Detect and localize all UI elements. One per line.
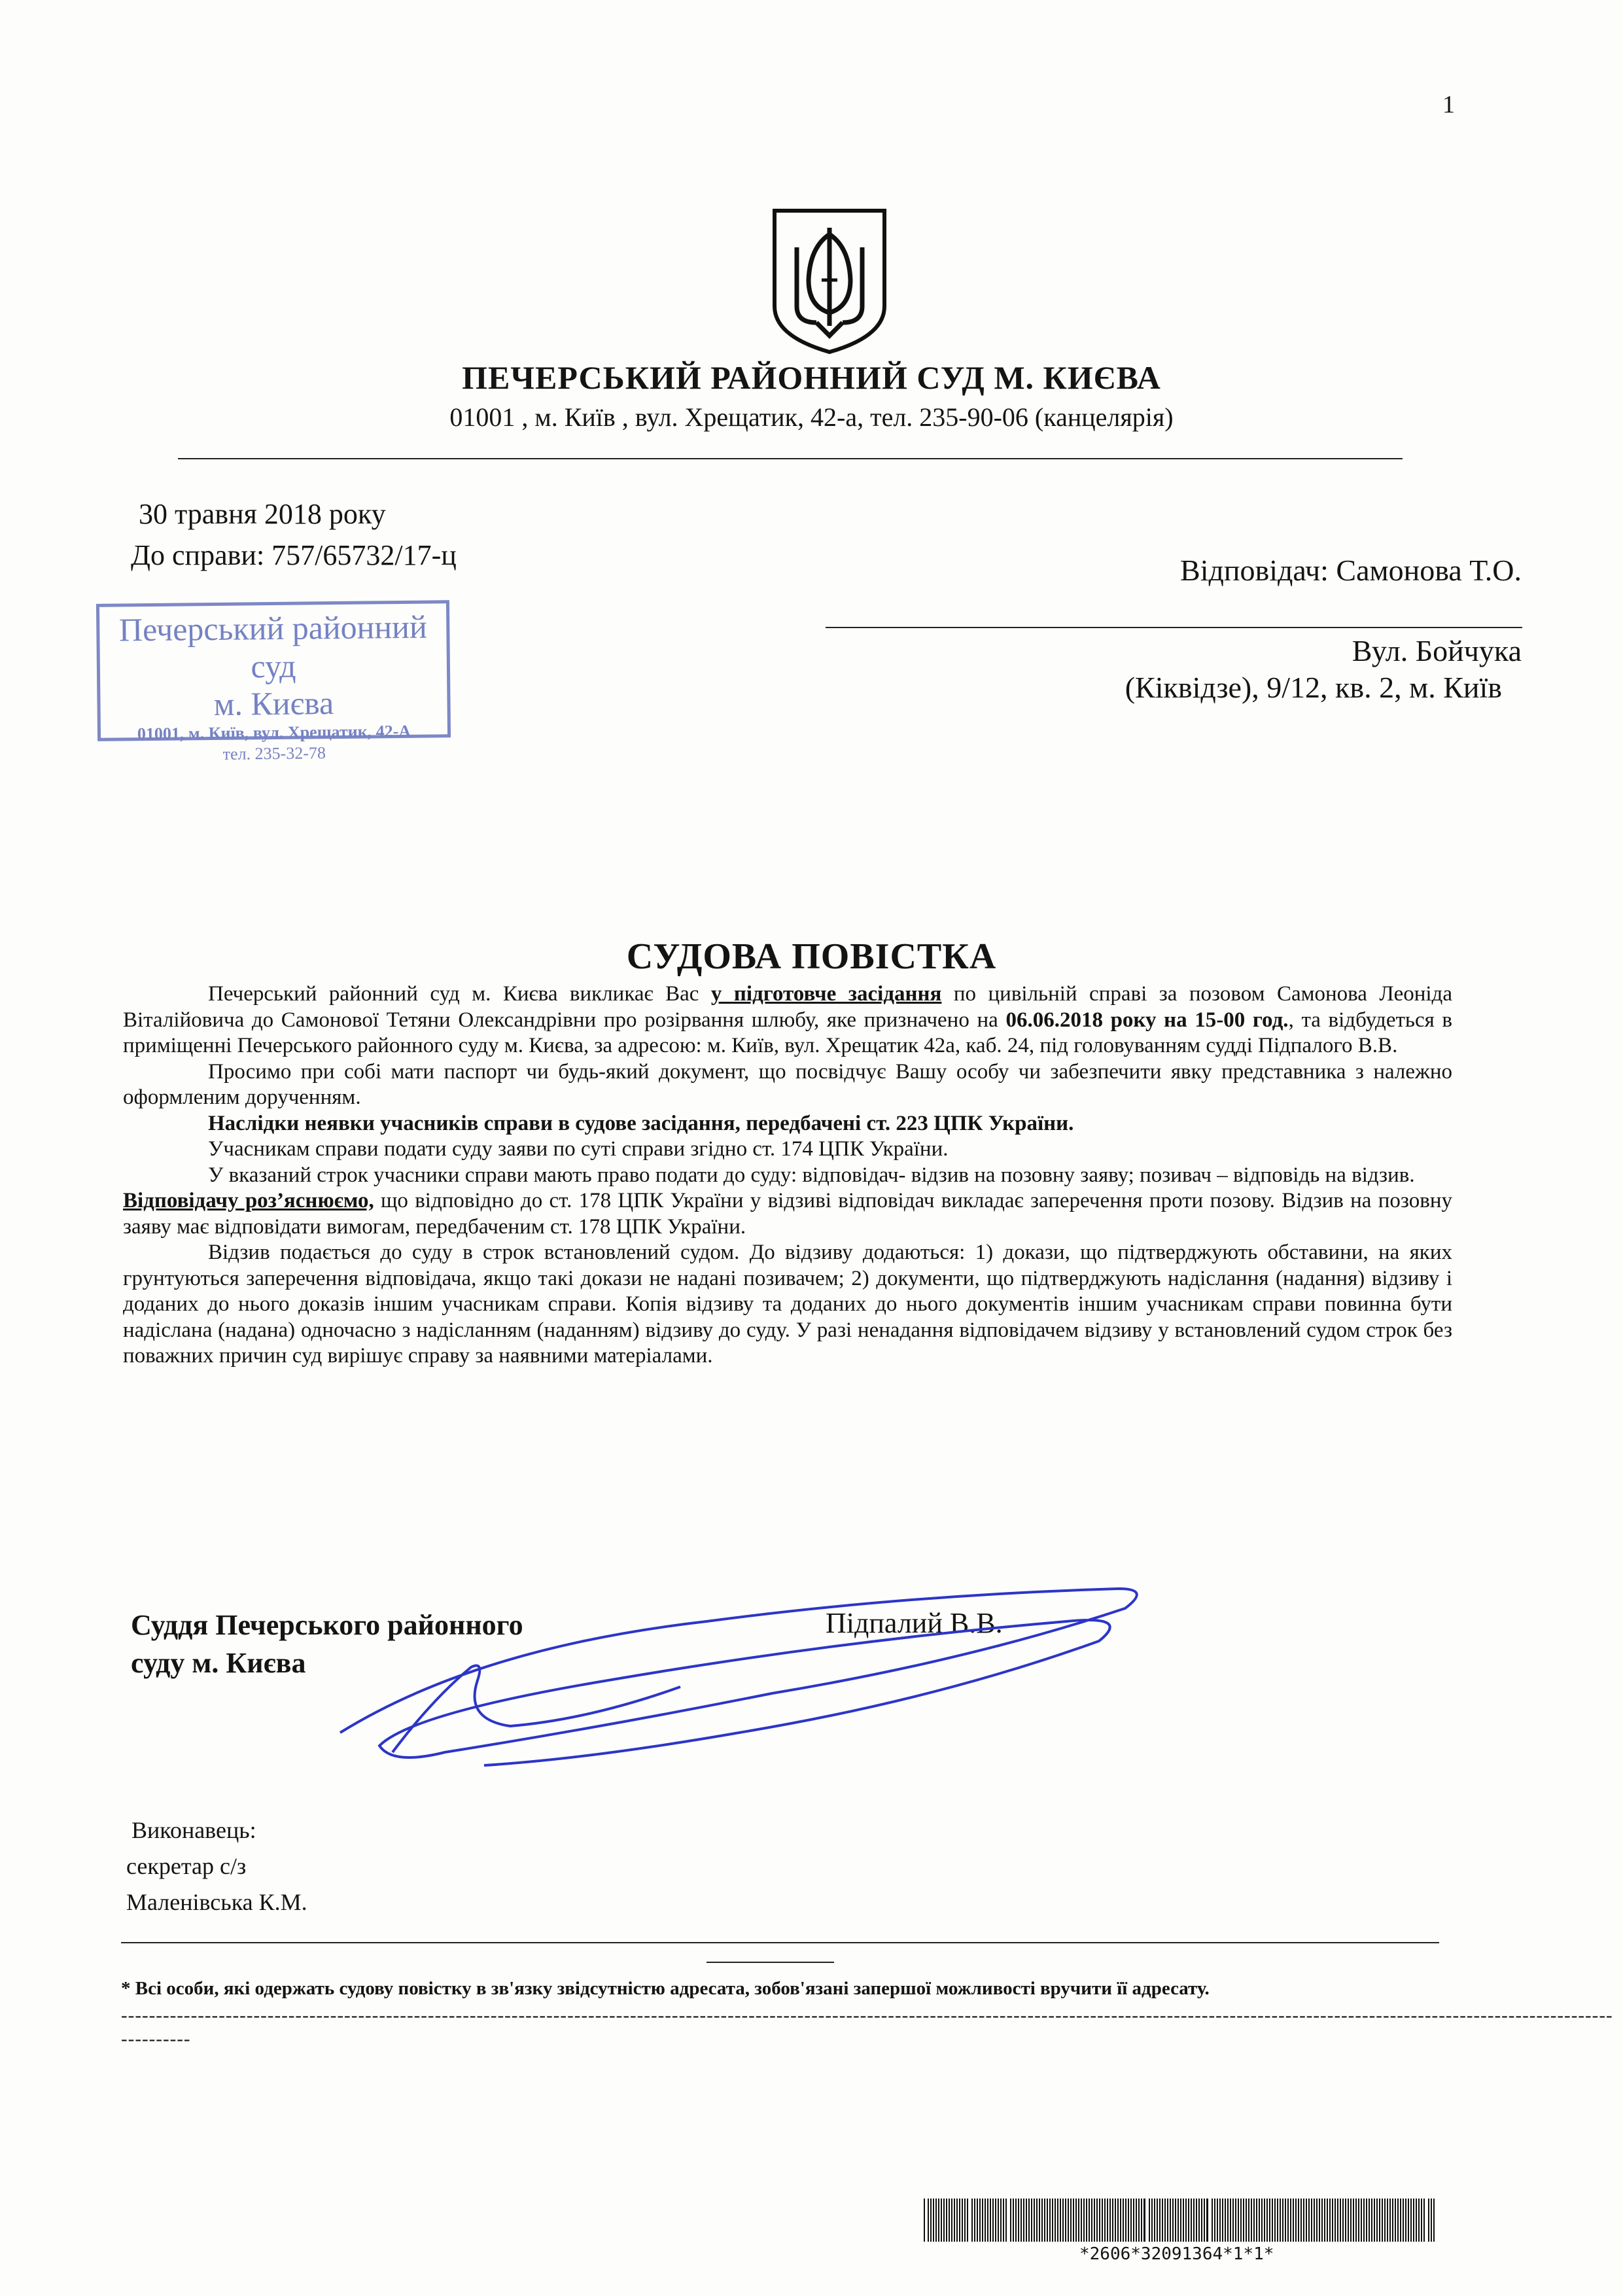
body-paragraph: Просимо при собі мати паспорт чи будь-який документ, що посвідчує Вашу особу чи забезпечити явку представника з належно оформленим дорученням. — [123, 1059, 1452, 1109]
barcode-bar — [1410, 2199, 1412, 2242]
barcode-bar — [1196, 2199, 1197, 2242]
body-paragraph: Відповідачу роз’яснюємо, що відповідно до ст. 178 ЦПК України у відзиві відповідач викладає заперечення проти позову. Відзив на позовну заяву має відповідати вимогам, передбаченим ст. 178 ЦПК України. — [123, 1189, 1452, 1239]
barcode-bar — [930, 2199, 932, 2242]
barcode-bar — [1143, 2199, 1145, 2242]
barcode-bar — [1206, 2199, 1208, 2242]
barcode-bar — [1057, 2199, 1058, 2242]
barcode-bar — [1369, 2199, 1370, 2242]
body-paragraph: Печерський районний суд м. Києва викликає Вас у підготовче засідання по цивільній справі за позовом Самонова Леоніда Віталійовича до Самонової Тетяни Олександрівни про розірвання шлюбу, яке призначено на 06.06.2018 року на 15-00 год., та відбудеться в приміщенні Печерського районного суду м. Києва, за адресою: м. Київ, вул. Хрещатик 42а, каб. 24, під головуванням судді Підпалого В.В. — [123, 982, 1453, 1057]
barcode-bar — [1303, 2199, 1304, 2242]
barcode-bar — [1308, 2199, 1310, 2242]
barcode-bar — [938, 2199, 939, 2242]
barcode-bar — [1342, 2199, 1344, 2242]
barcode-bar — [1335, 2199, 1336, 2242]
barcode-bar — [1078, 2199, 1079, 2242]
barcode-bar — [954, 2199, 955, 2242]
stamp-line: тел. 235-32-78 — [222, 743, 326, 764]
respondent-name: Відповідач: Самонова Т.О. — [1180, 554, 1522, 587]
barcode-bar — [1428, 2199, 1429, 2242]
page-number: 1 — [1442, 91, 1455, 118]
summons-body — [123, 981, 1452, 1369]
barcode-bar — [1418, 2199, 1420, 2242]
barcode-bar — [1374, 2199, 1375, 2242]
barcode-bar — [1060, 2199, 1061, 2242]
barcode-bar — [1272, 2199, 1273, 2242]
barcode-bar — [1036, 2199, 1038, 2242]
barcode-bar — [1055, 2199, 1056, 2242]
body-paragraph: Відзив подається до суду в строк встановлений судом. До відзиву додаються: 1) докази, що підтверджують обставини, на яких грунтуються заперечення відповідача, якщо такі докази не надані позивачем; 2) документи, що підтверджують надіслання (надання) відзиву і доданих до нього доказів іншим учасникам справи. Копія відзиву та доданих до нього документів іншим учасникам справи повинна бути надіслана (надана) одночасно з надісланням (наданням) відзиву до суду. У разі ненадання відповідачем відзиву у встановлений судом строк без поважних причин суд вирішує справу за наявними матеріалами. — [123, 1241, 1452, 1368]
barcode-bar — [990, 2199, 991, 2242]
barcode-bar — [1201, 2199, 1202, 2242]
judge-name: Підпалий В.В. — [826, 1607, 1003, 1639]
barcode-bar — [1162, 2199, 1163, 2242]
barcode-bar — [1353, 2199, 1354, 2242]
footnote: * Всі особи, які одержать судову повістку в зв'язку звідсутністю адресата, зобов'язані запершої можливості вручити її адресату. — [121, 1978, 1210, 1999]
barcode-bar — [1015, 2199, 1017, 2242]
executor-label: Виконавець: — [131, 1817, 256, 1843]
barcode-bar — [974, 2199, 975, 2242]
respondent-address-line: (Кіквідзе), 9/12, кв. 2, м. Київ — [1125, 671, 1502, 704]
barcode-bar — [1327, 2199, 1328, 2242]
barcode-bar — [1340, 2199, 1341, 2242]
barcode-bar — [1021, 2199, 1022, 2242]
barcode-bar — [1028, 2199, 1030, 2242]
barcode-bar — [1005, 2199, 1007, 2242]
barcode-bar — [1013, 2199, 1014, 2242]
executor-role: секретар с/з — [126, 1853, 247, 1879]
barcode-bar — [1086, 2199, 1087, 2242]
court-stamp — [96, 600, 451, 764]
barcode-bar — [1361, 2199, 1362, 2242]
barcode-bar — [951, 2199, 952, 2242]
footer-divider — [121, 1942, 1439, 1943]
barcode-bar — [933, 2199, 934, 2242]
barcode-bar — [1044, 2199, 1045, 2242]
barcode-bar — [1280, 2199, 1281, 2242]
barcode-bar — [985, 2199, 986, 2242]
barcode-bar — [1306, 2199, 1307, 2242]
barcode-bar — [1408, 2199, 1409, 2242]
barcode-bar — [1345, 2199, 1346, 2242]
barcode-bar — [1285, 2199, 1286, 2242]
barcode-bar — [1355, 2199, 1357, 2242]
respondent-address-line: Вул. Бойчука — [1352, 634, 1522, 667]
barcode-bar — [1295, 2199, 1297, 2242]
barcode-bar — [1000, 2199, 1002, 2242]
stamp-line: Печерський районний суд — [118, 608, 427, 685]
barcode-bar — [1151, 2199, 1153, 2242]
barcode-bar — [1379, 2199, 1380, 2242]
barcode-bar — [1274, 2199, 1276, 2242]
header-divider — [178, 458, 1403, 459]
barcode-bar — [1094, 2199, 1095, 2242]
barcode-bar — [977, 2199, 978, 2242]
barcode-bar — [1154, 2199, 1155, 2242]
barcode-bar — [1193, 2199, 1195, 2242]
barcode-bar — [1096, 2199, 1098, 2242]
barcode-bar — [1243, 2199, 1244, 2242]
barcode-bar — [1112, 2199, 1113, 2242]
barcode-bar — [1413, 2199, 1414, 2242]
footnote-divider — [707, 1962, 834, 1963]
stamp-line: м. Києва — [213, 684, 334, 722]
barcode-bar — [1172, 2199, 1174, 2242]
barcode-bar — [1238, 2199, 1239, 2242]
barcode-bar — [1321, 2199, 1323, 2242]
barcode-bar — [1180, 2199, 1181, 2242]
barcode-bar — [959, 2199, 960, 2242]
barcode-bar — [1232, 2199, 1234, 2242]
barcode-bar — [1023, 2199, 1024, 2242]
barcode-bar — [943, 2199, 945, 2242]
barcode-bar — [1136, 2199, 1137, 2242]
barcode-bar — [1261, 2199, 1263, 2242]
barcode-bar — [1319, 2199, 1320, 2242]
barcode-bar — [1395, 2199, 1396, 2242]
body-paragraph: У вказаний строк учасники справи мають право подати до суду: відповідач- відзив на позовну заяву; позивач – відповідь на відзив. — [208, 1163, 1415, 1187]
barcode-bar — [1083, 2199, 1085, 2242]
barcode-bar — [1363, 2199, 1365, 2242]
barcode-bar — [987, 2199, 988, 2242]
barcode-bar — [995, 2199, 996, 2242]
barcode-bar — [1170, 2199, 1171, 2242]
barcode-bar — [1269, 2199, 1270, 2242]
barcode-bar — [1348, 2199, 1349, 2242]
barcode-bar — [1073, 2199, 1074, 2242]
barcode-bar — [1107, 2199, 1108, 2242]
document-date: 30 травня 2018 року — [139, 498, 386, 530]
coat-of-arms-icon — [771, 208, 888, 355]
barcode-bar — [1178, 2199, 1179, 2242]
barcode-bar — [1256, 2199, 1257, 2242]
barcode-bar — [1300, 2199, 1302, 2242]
barcode-bar — [962, 2199, 963, 2242]
barcode-bar — [1314, 2199, 1315, 2242]
barcode-bar — [1214, 2199, 1215, 2242]
barcode-bar — [1251, 2199, 1252, 2242]
barcode-bar — [1387, 2199, 1388, 2242]
barcode-bar — [1120, 2199, 1121, 2242]
barcode-bar — [1311, 2199, 1312, 2242]
barcode-bar — [971, 2199, 973, 2242]
barcode-bar — [1075, 2199, 1077, 2242]
judge-title: Суддя Печерського районного суду м. Києва — [131, 1609, 523, 1679]
barcode-bar — [1052, 2199, 1053, 2242]
barcode-bar — [1157, 2199, 1158, 2242]
barcode-bar — [1081, 2199, 1082, 2242]
handwritten-signature — [314, 1569, 1164, 1785]
barcode-bar — [924, 2199, 925, 2242]
barcode-bar — [1065, 2199, 1066, 2242]
barcode-bar — [928, 2199, 929, 2242]
barcode-bar — [1421, 2199, 1422, 2242]
barcode-bar — [1217, 2199, 1218, 2242]
barcode-bar — [1034, 2199, 1035, 2242]
barcode-bar — [1376, 2199, 1378, 2242]
barcode-bar — [992, 2199, 994, 2242]
summons-title: СУДОВА ПОВІСТКА — [626, 936, 997, 977]
barcode-bar — [1130, 2199, 1132, 2242]
barcode-bar — [1003, 2199, 1004, 2242]
barcode-bar — [1115, 2199, 1116, 2242]
barcode-bar — [1227, 2199, 1229, 2242]
barcode-bar — [1350, 2199, 1352, 2242]
barcode-bar — [1068, 2199, 1069, 2242]
barcode-bar — [1433, 2199, 1435, 2242]
barcode-bar — [1389, 2199, 1391, 2242]
body-paragraph: Учасникам справи подати суду заяви по суті справи згідно ст. 174 ЦПК України. — [208, 1137, 949, 1161]
barcode-bar — [1235, 2199, 1236, 2242]
barcode-bar — [1287, 2199, 1289, 2242]
body-paragraph: Наслідки неявки учасників справи в судове засідання, передбачені ст. 223 ЦПК України. — [208, 1111, 1074, 1135]
barcode-bar — [949, 2199, 950, 2242]
barcode-bar — [1337, 2199, 1338, 2242]
barcode-bar — [1248, 2199, 1249, 2242]
barcode-bar — [1204, 2199, 1205, 2242]
barcode-bar — [1431, 2199, 1432, 2242]
barcode-bar — [1183, 2199, 1184, 2242]
barcode-bar — [1117, 2199, 1119, 2242]
barcode-bar — [1123, 2199, 1124, 2242]
barcode-bar — [1191, 2199, 1192, 2242]
barcode-bar — [1324, 2199, 1325, 2242]
barcode-bar — [1253, 2199, 1255, 2242]
barcode-bar — [1125, 2199, 1126, 2242]
case-number: До справи: 757/65732/17-ц — [131, 539, 457, 571]
barcode-bar — [1423, 2199, 1425, 2242]
barcode-bar — [1167, 2199, 1168, 2242]
barcode-bar — [941, 2199, 942, 2242]
barcode-icon — [924, 2199, 1434, 2242]
barcode-bar — [1332, 2199, 1333, 2242]
barcode-bar — [1128, 2199, 1129, 2242]
barcode-bar — [1230, 2199, 1231, 2242]
barcode-bar — [1259, 2199, 1260, 2242]
barcode-bar — [1198, 2199, 1200, 2242]
barcode-bar — [1358, 2199, 1359, 2242]
barcode-bar — [1400, 2199, 1401, 2242]
barcode-bar — [1212, 2199, 1213, 2242]
barcode-bar — [1041, 2199, 1043, 2242]
barcode-bar — [1366, 2199, 1367, 2242]
barcode-bar — [964, 2199, 966, 2242]
barcode-bar — [1277, 2199, 1278, 2242]
barcode-bar — [1185, 2199, 1187, 2242]
barcode-bar — [1219, 2199, 1221, 2242]
barcode-bar — [946, 2199, 947, 2242]
barcode-bar — [967, 2199, 968, 2242]
barcode-bar — [1102, 2199, 1103, 2242]
barcode-bar — [1416, 2199, 1417, 2242]
barcode-bar — [1246, 2199, 1247, 2242]
barcode-bar — [1099, 2199, 1100, 2242]
barcode-bar — [1222, 2199, 1223, 2242]
barcode-bar — [1070, 2199, 1072, 2242]
dashed-divider: ---------- — [121, 2028, 191, 2049]
barcode-number: *2606*32091364*1*1* — [1079, 2244, 1274, 2264]
barcode-bar — [1018, 2199, 1019, 2242]
barcode-bar — [1089, 2199, 1090, 2242]
barcode-bar — [1159, 2199, 1161, 2242]
dashed-divider: ---------------------------------------------------------------------------------------------------------------------------------------------------------------------------------------------------------------------- — [121, 2005, 1613, 2026]
barcode-bar — [1405, 2199, 1406, 2242]
barcode-bar — [1010, 2199, 1011, 2242]
barcode-bar — [1403, 2199, 1404, 2242]
barcode-bar — [1225, 2199, 1226, 2242]
barcode-bar — [1175, 2199, 1176, 2242]
barcode-bar — [1316, 2199, 1318, 2242]
barcode-bar — [935, 2199, 937, 2242]
barcode-bar — [1164, 2199, 1166, 2242]
barcode-bar — [1062, 2199, 1064, 2242]
court-name: ПЕЧЕРСЬКИЙ РАЙОННИЙ СУД М. КИЄВА — [462, 359, 1161, 396]
barcode-bar — [979, 2199, 981, 2242]
barcode-bar — [1091, 2199, 1092, 2242]
barcode-bar — [1047, 2199, 1048, 2242]
barcode-bar — [1026, 2199, 1027, 2242]
barcode-bar — [1049, 2199, 1051, 2242]
barcode-bar — [1329, 2199, 1331, 2242]
barcode-bar — [1384, 2199, 1386, 2242]
barcode-bar — [1382, 2199, 1383, 2242]
barcode-bar — [998, 2199, 999, 2242]
barcode-bar — [1298, 2199, 1299, 2242]
respondent-divider — [826, 627, 1522, 628]
hearing-type: у підготовче засідання — [710, 982, 942, 1006]
barcode-bar — [1282, 2199, 1283, 2242]
barcode-bar — [1039, 2199, 1040, 2242]
barcode-bar — [1149, 2199, 1150, 2242]
barcode-bar — [1188, 2199, 1189, 2242]
executor-block — [126, 1812, 307, 1920]
barcode-bar — [1141, 2199, 1142, 2242]
barcode-bar — [1133, 2199, 1134, 2242]
barcode-bar — [1397, 2199, 1399, 2242]
barcode-bar — [982, 2199, 983, 2242]
barcode-bar — [1266, 2199, 1268, 2242]
barcode-bar — [1392, 2199, 1393, 2242]
barcode-bar — [1290, 2199, 1291, 2242]
barcode-bar — [1031, 2199, 1032, 2242]
executor-name: Маленівська К.М. — [126, 1889, 307, 1915]
stamp-line: 01001, м. Київ, вул. Хрещатик, 42-А — [137, 721, 411, 744]
barcode-bar — [956, 2199, 958, 2242]
barcode-bar — [1138, 2199, 1140, 2242]
barcode-bar — [1109, 2199, 1111, 2242]
hearing-datetime: 06.06.2018 року на 15-00 год. — [1005, 1008, 1289, 1032]
barcode-bar — [1293, 2199, 1294, 2242]
court-address: 01001 , м. Київ , вул. Хрещатик, 42-а, тел. 235-90-06 (канцелярія) — [449, 402, 1174, 432]
barcode-bar — [1264, 2199, 1265, 2242]
barcode-bar — [1104, 2199, 1106, 2242]
barcode-bar — [1371, 2199, 1372, 2242]
barcode-bar — [1240, 2199, 1242, 2242]
